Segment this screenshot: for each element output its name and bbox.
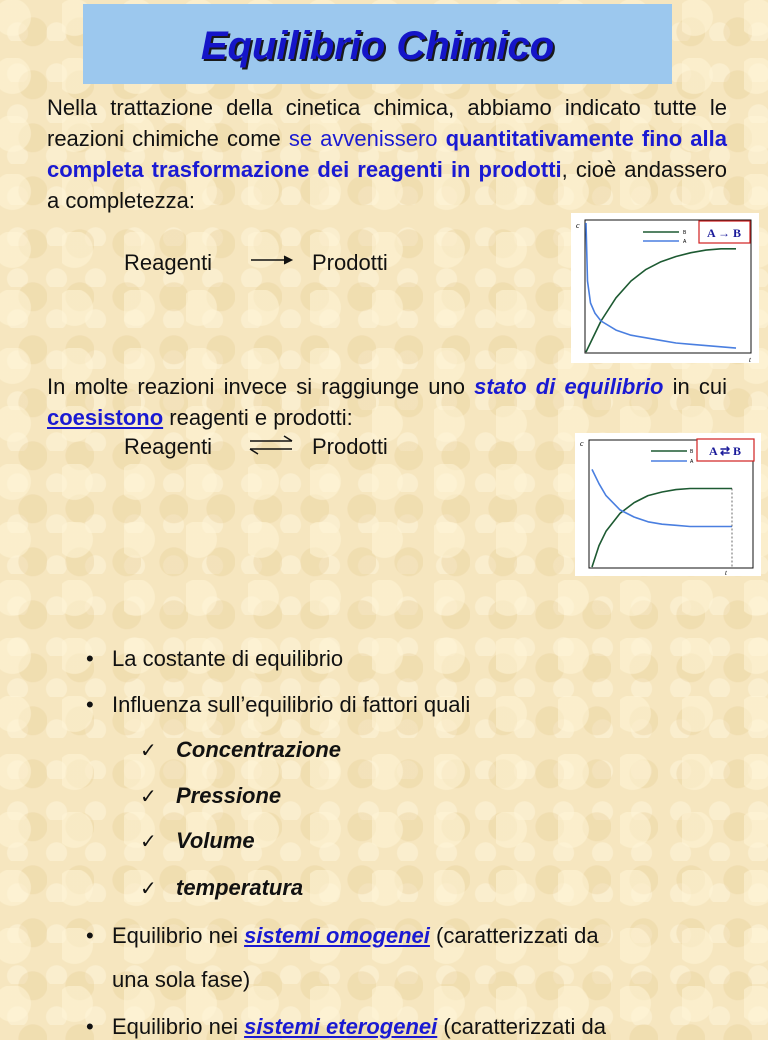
checkmark-icon: ✓	[140, 876, 157, 900]
checkmark-icon: ✓	[140, 829, 157, 853]
chart2-plot-area	[592, 469, 732, 567]
reaction1-products: Prodotti	[312, 250, 388, 275]
checkmark-icon: ✓	[140, 738, 157, 762]
reaction2-reagents: Reagenti	[124, 434, 213, 459]
bullet-item: • Equilibrio nei sistemi eterogenei (caratterizzati da	[86, 1014, 606, 1039]
factor-item: ✓ temperatura	[140, 875, 304, 900]
page-title: Equilibrio Chimico	[200, 24, 555, 68]
chart2-legend-label-A: A	[690, 459, 694, 465]
chart1-series-B	[586, 249, 736, 352]
chart2-xlabel: t	[725, 569, 727, 576]
intro-text-4: , cioè andassero a completezza:	[47, 157, 727, 213]
bullet-item: • Influenza sull’equilibrio di fattori quali	[86, 692, 471, 717]
chart2-series-B	[592, 489, 732, 568]
checkmark-icon: ✓	[140, 784, 157, 808]
eq-text-2: stato di equilibrio	[474, 374, 664, 399]
chart1-title: A → B	[706, 226, 742, 240]
intro-paragraph	[47, 92, 727, 216]
bullet-item: • La costante di equilibrio	[86, 646, 344, 671]
equilibrium-paragraph	[47, 371, 727, 433]
eq-text-3: in cui	[663, 374, 727, 399]
forward-arrow-icon	[250, 252, 296, 268]
bullet-item-continuation: una sola fase)	[112, 967, 251, 992]
chart1-ylabel: c	[576, 221, 580, 230]
eq-text-5: reagenti e prodotti:	[163, 405, 353, 430]
chart2-series-A	[592, 469, 732, 526]
eq-text-4: coesistono	[47, 405, 164, 430]
reaction2-products: Prodotti	[312, 434, 388, 459]
chart1-legend-label-B: B	[683, 230, 687, 236]
intro-text-2: se avvenissero	[288, 126, 446, 151]
intro-text-1: Nella trattazione della cinetica chimica, abbiamo indicato tutte le reazioni chimiche come	[47, 95, 727, 151]
bullet-item: • Equilibrio nei sistemi omogenei (caratterizzati da	[86, 923, 599, 948]
chart2-title: A ⇄ B	[708, 444, 742, 458]
factor-item: ✓ Concentrazione	[140, 737, 342, 762]
reaction1-reagents: Reagenti	[124, 250, 213, 275]
title-banner	[83, 4, 672, 84]
chart1-xlabel: t	[749, 356, 751, 363]
chart-reversible	[575, 433, 761, 576]
factor-item: ✓ Pressione	[140, 783, 282, 808]
equilibrium-arrow-icon	[246, 434, 296, 456]
chart-irreversible	[571, 213, 759, 363]
chart1-legend-label-A: A	[683, 239, 687, 245]
eq-text-1: In molte reazioni invece si raggiunge uno	[47, 374, 475, 399]
chart2-ylabel: c	[580, 439, 584, 448]
chart2-legend-label-B: B	[690, 449, 694, 455]
intro-text-3: quantitativamente fino alla completa trasformazione dei reagenti in prodotti	[47, 126, 728, 182]
factor-item: ✓ Volume	[140, 828, 255, 853]
